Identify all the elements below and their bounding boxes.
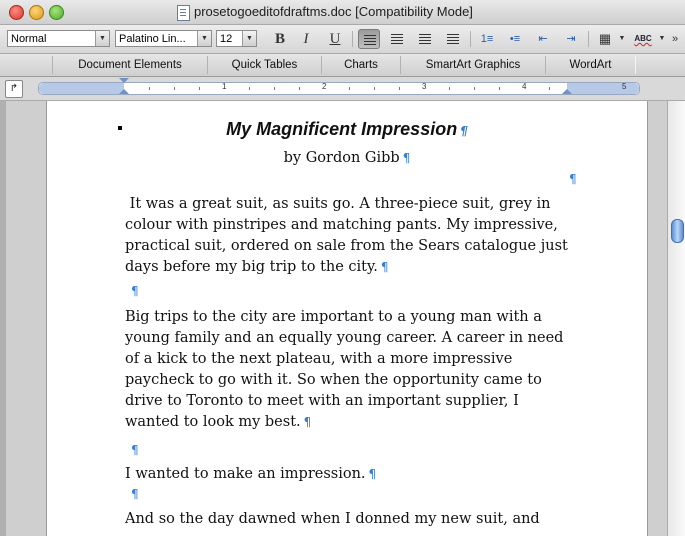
text-line: Big trips to the city are important to a young man with a xyxy=(125,309,542,325)
document-page[interactable] xyxy=(46,101,648,536)
borders-icon: ▦ xyxy=(598,31,612,46)
ruler-label: 2 xyxy=(322,82,327,91)
pilcrow-icon: ¶ xyxy=(131,487,139,501)
vertical-scrollbar[interactable] xyxy=(667,101,685,536)
pilcrow-icon: ¶ xyxy=(303,415,312,429)
pilcrow-icon: ¶ xyxy=(402,151,411,165)
font-dropdown[interactable] xyxy=(115,30,212,47)
paragraph xyxy=(125,509,563,530)
pilcrow-icon: ¶ xyxy=(131,284,139,298)
font-size-value: 12 xyxy=(220,33,233,45)
ruler-tick xyxy=(199,87,200,90)
paragraph xyxy=(125,194,568,278)
right-indent-marker[interactable] xyxy=(562,89,572,94)
paragraph xyxy=(125,464,563,485)
align-left-icon xyxy=(364,35,376,36)
numbered-list-icon: 1≡ xyxy=(480,33,494,45)
document-title-text: My Magnificent Impression xyxy=(226,119,458,139)
spelling-dropdown[interactable] xyxy=(656,29,668,49)
close-window-button[interactable] xyxy=(9,5,24,20)
text-line: young family and an equally young career. A career in need xyxy=(125,330,564,346)
horizontal-ruler[interactable] xyxy=(38,82,640,95)
text-line: drive to Toronto to meet with an important supplier, I xyxy=(125,393,519,409)
right-margin-zone xyxy=(567,83,639,94)
text-line: of a kick to the next plateau, with a more impressive xyxy=(125,351,513,367)
toolbar-divider xyxy=(352,31,353,47)
tab-smartart-graphics[interactable]: SmartArt Graphics xyxy=(400,56,546,74)
tab-stop-selector[interactable] xyxy=(5,80,23,98)
spelling-icon: ABC xyxy=(634,34,652,43)
tab-document-elements[interactable]: Document Elements xyxy=(52,56,208,74)
chevron-down-icon: ▼ xyxy=(197,31,211,46)
bulleted-list-icon: •≡ xyxy=(509,33,521,45)
title-bar xyxy=(0,0,685,25)
justify-icon xyxy=(447,34,459,35)
left-margin-zone xyxy=(39,83,124,94)
spelling-grammar-button[interactable] xyxy=(632,29,654,49)
document-icon xyxy=(177,5,190,21)
line-text: days before my big trip to the city. xyxy=(125,259,378,275)
toolbar-overflow-button[interactable] xyxy=(668,29,682,49)
text-line xyxy=(125,257,563,278)
ruler-label: 1 xyxy=(222,82,227,91)
ruler-tick xyxy=(449,87,450,90)
justify-button[interactable] xyxy=(442,29,464,49)
bulleted-list-button[interactable] xyxy=(504,29,526,49)
increase-indent-button[interactable] xyxy=(560,29,582,49)
ruler-tick xyxy=(174,87,175,90)
font-value: Palatino Lin... xyxy=(119,33,186,45)
pilcrow-icon: ¶ xyxy=(380,260,389,274)
italic-button[interactable]: I xyxy=(303,31,309,47)
pilcrow-icon: ¶ xyxy=(569,172,577,186)
text-line xyxy=(125,412,563,433)
ruler-label: 4 xyxy=(522,82,527,91)
window-title: prosetogoeditofdraftms.doc [Compatibility Mode] xyxy=(194,4,473,19)
align-right-icon xyxy=(419,34,431,35)
text-line: And so the day dawned when I donned my new suit, and xyxy=(125,511,540,527)
ruler-tick xyxy=(549,87,550,90)
ruler-tick xyxy=(474,87,475,90)
style-dropdown[interactable] xyxy=(7,30,110,47)
borders-dropdown[interactable] xyxy=(616,29,628,49)
text-line: paycheck to go with it. So when the opportunity came to xyxy=(125,372,542,388)
chevron-down-icon: ▼ xyxy=(658,35,666,42)
line-text: I wanted to make an impression. xyxy=(125,466,366,482)
pilcrow-icon: ¶ xyxy=(460,124,468,138)
document-author-text: by Gordon Gibb xyxy=(283,150,400,166)
toolbar-divider xyxy=(470,31,471,47)
underline-button[interactable]: U xyxy=(329,31,341,47)
ribbon-tab-bar xyxy=(0,54,685,77)
overflow-chevron-icon: » xyxy=(671,33,679,45)
tab-quick-tables[interactable]: Quick Tables xyxy=(207,56,322,74)
paragraph xyxy=(125,307,563,433)
toolbar-divider xyxy=(588,31,589,47)
first-line-indent-marker[interactable] xyxy=(119,78,129,83)
borders-button[interactable] xyxy=(594,29,616,49)
line-text: It was a great suit, as suits go. A three-piece suit, grey in xyxy=(129,196,551,212)
chevron-down-icon: ▼ xyxy=(95,31,109,46)
formatting-toolbar xyxy=(0,25,685,54)
document-author xyxy=(47,150,647,166)
left-indent-marker[interactable] xyxy=(119,89,129,94)
tab-wordart[interactable]: WordArt xyxy=(545,56,636,74)
ruler-bar xyxy=(0,77,685,101)
align-center-button[interactable] xyxy=(386,29,408,49)
ruler-tick xyxy=(499,87,500,90)
text-line xyxy=(125,464,563,485)
text-line xyxy=(125,194,563,215)
numbered-list-button[interactable] xyxy=(476,29,498,49)
ruler-tick xyxy=(149,87,150,90)
ruler-label: 3 xyxy=(422,82,427,91)
line-text: wanted to look my best. xyxy=(125,414,301,430)
decrease-indent-button[interactable] xyxy=(532,29,554,49)
tab-charts[interactable]: Charts xyxy=(321,56,401,74)
decrease-indent-icon: ⇤ xyxy=(538,33,548,45)
style-value: Normal xyxy=(11,33,47,45)
ruler-tick xyxy=(374,87,375,90)
pilcrow-icon: ¶ xyxy=(131,443,139,457)
document-title xyxy=(47,119,647,140)
text-line: practical suit, ordered on sale from the Sears catalogue just xyxy=(125,238,568,254)
ruler-tick xyxy=(399,87,400,90)
scrollbar-thumb[interactable] xyxy=(671,219,684,243)
window-edge xyxy=(0,101,6,536)
text-line: colour with pinstripes and matching pants. My impressive, xyxy=(125,217,558,233)
pilcrow-icon: ¶ xyxy=(368,467,377,481)
minimize-window-button[interactable] xyxy=(29,5,44,20)
bold-button[interactable]: B xyxy=(274,31,285,47)
zoom-window-button[interactable] xyxy=(49,5,64,20)
ruler-tick xyxy=(299,87,300,90)
ruler-label: 5 xyxy=(622,82,627,91)
ruler-tick xyxy=(274,87,275,90)
ruler-tick xyxy=(349,87,350,90)
align-center-icon xyxy=(391,34,403,35)
ruler-tick xyxy=(249,87,250,90)
align-right-button[interactable] xyxy=(414,29,436,49)
tab-stop-icon: ↱ xyxy=(9,83,19,94)
font-size-dropdown[interactable] xyxy=(216,30,257,47)
chevron-down-icon: ▼ xyxy=(618,35,626,42)
chevron-down-icon: ▼ xyxy=(242,31,256,46)
align-left-button[interactable] xyxy=(358,29,380,49)
increase-indent-icon: ⇥ xyxy=(566,33,576,45)
